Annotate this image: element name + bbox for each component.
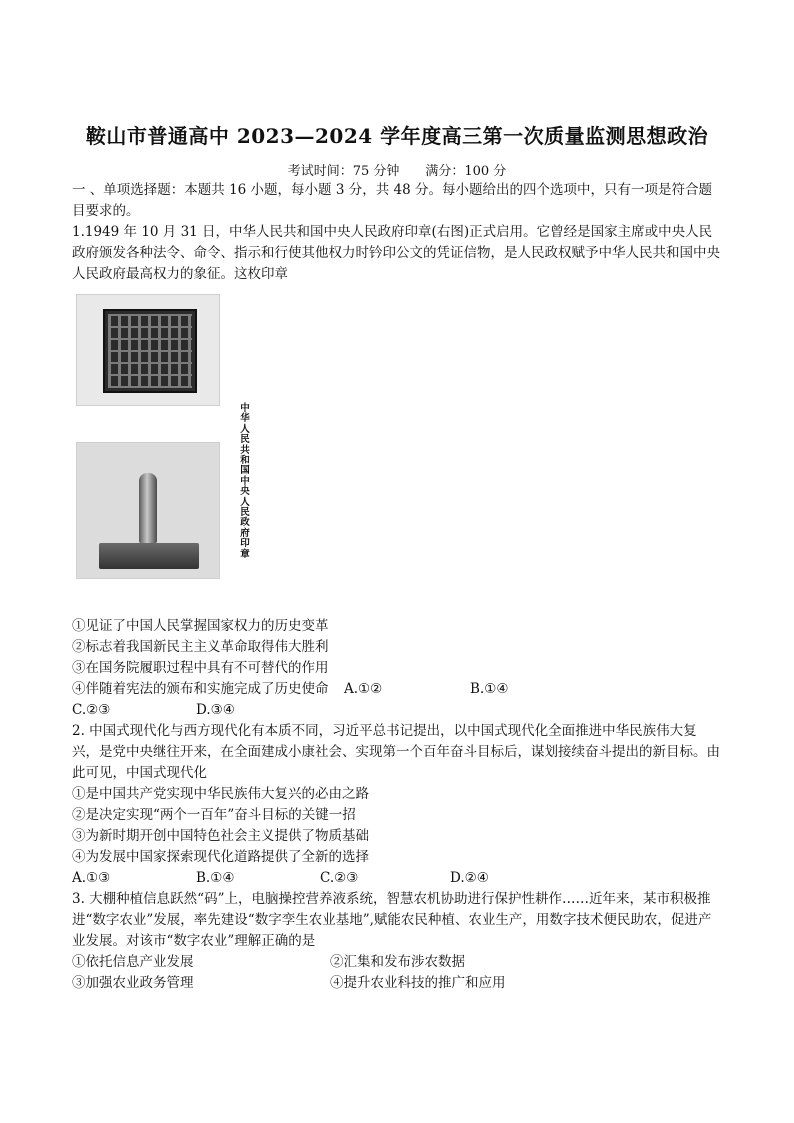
q1-stem: 1.1949 年 10 月 31 日，中华人民共和国中央人民政府印章(右图)正式启用。它曾经是国家主席或中央人民政府颁发各种法令、命令、指示和行使其他权力时钤印公文的凭证信物，是人民政权赋予中华人民共和国中央人民政府最高权力的象征。这枚印章 (72, 224, 720, 282)
q3-option-1: ①依托信息产业发展 (72, 954, 194, 970)
section-intro: 一 、单项选择题：本题共 16 小题，每小题 3 分，共 48 分。每小题给出的四个选项中，只有一项是符合题目要求的。 (72, 182, 712, 219)
q2-option-4: ④为发展中国家探索现代化道路提供了全新的选择 (72, 849, 369, 865)
q2-choice-d: D.②④ (450, 870, 489, 886)
q3-stem: 3. 大棚种植信息跃然“码”上，电脑操控营养液系统，智慧农机协助进行保护性耕作……近年来，某市积极推进“数字农业”发展，率先建设“数字孪生农业基地”,赋能农民种植、农业生产，用数字技术便民助农，促进产业发展。对该市“数字农业”理解正确的是 (72, 891, 712, 949)
q1-option-3: ③在国务院履职过程中具有不可替代的作用 (72, 660, 329, 676)
q3-option-3: ③加强农业政务管理 (72, 975, 194, 991)
q1-option-4: ④伴随着宪法的颁布和实施完成了历史使命 (72, 681, 329, 697)
seal-side-photo (76, 442, 220, 579)
q2-option-2: ②是决定实现“两个一百年”奋斗目标的关键一招 (72, 807, 356, 823)
exam-subtitle: 考试时间：75 分钟 满分：100 分 (287, 164, 507, 179)
q1-choice-d: D.③④ (196, 702, 235, 718)
seal-base (99, 543, 199, 569)
seal-figure (74, 292, 254, 582)
q2-option-3: ③为新时期开创中国特色社会主义提供了物质基础 (72, 828, 369, 844)
q3-option-4: ④提升农业科技的推广和应用 (330, 975, 506, 991)
seal-stamp-face (103, 309, 197, 393)
q2-choice-b: B.①④ (196, 870, 235, 886)
q2-stem: 2. 中国式现代化与西方现代化有本质不同，习近平总书记提出，以中国式现代化全面推进中华民族伟大复兴，是党中央继往开来，在全面建成小康社会、实现第一个百年奋斗目标后，谋划接续奋斗提出的新目标。由此可见，中国式现代化 (72, 723, 720, 781)
q3-option-2: ②汇集和发布涉农数据 (330, 954, 465, 970)
figure-caption: 中华人民共和国中央人民政府印章 (240, 403, 250, 560)
seal-handle (139, 473, 157, 543)
exam-title: 鞍山市普通高中 2023—2024 学年度高三第一次质量监测思想政治 (85, 124, 709, 148)
q1-choice-b: B.①④ (470, 681, 509, 697)
q2-choice-c: C.②③ (320, 870, 359, 886)
q1-choice-c: C.②③ (72, 702, 111, 718)
seal-face-photo (76, 294, 220, 406)
q1-choice-a: A.①② (344, 681, 383, 697)
q2-option-1: ①是中国共产党实现中华民族伟大复兴的必由之路 (72, 786, 369, 802)
q1-option-2: ②标志着我国新民主主义革命取得伟大胜利 (72, 639, 329, 655)
q1-option-1: ①见证了中国人民掌握国家权力的历史变革 (72, 618, 329, 634)
q2-choice-a: A.①③ (72, 870, 111, 886)
